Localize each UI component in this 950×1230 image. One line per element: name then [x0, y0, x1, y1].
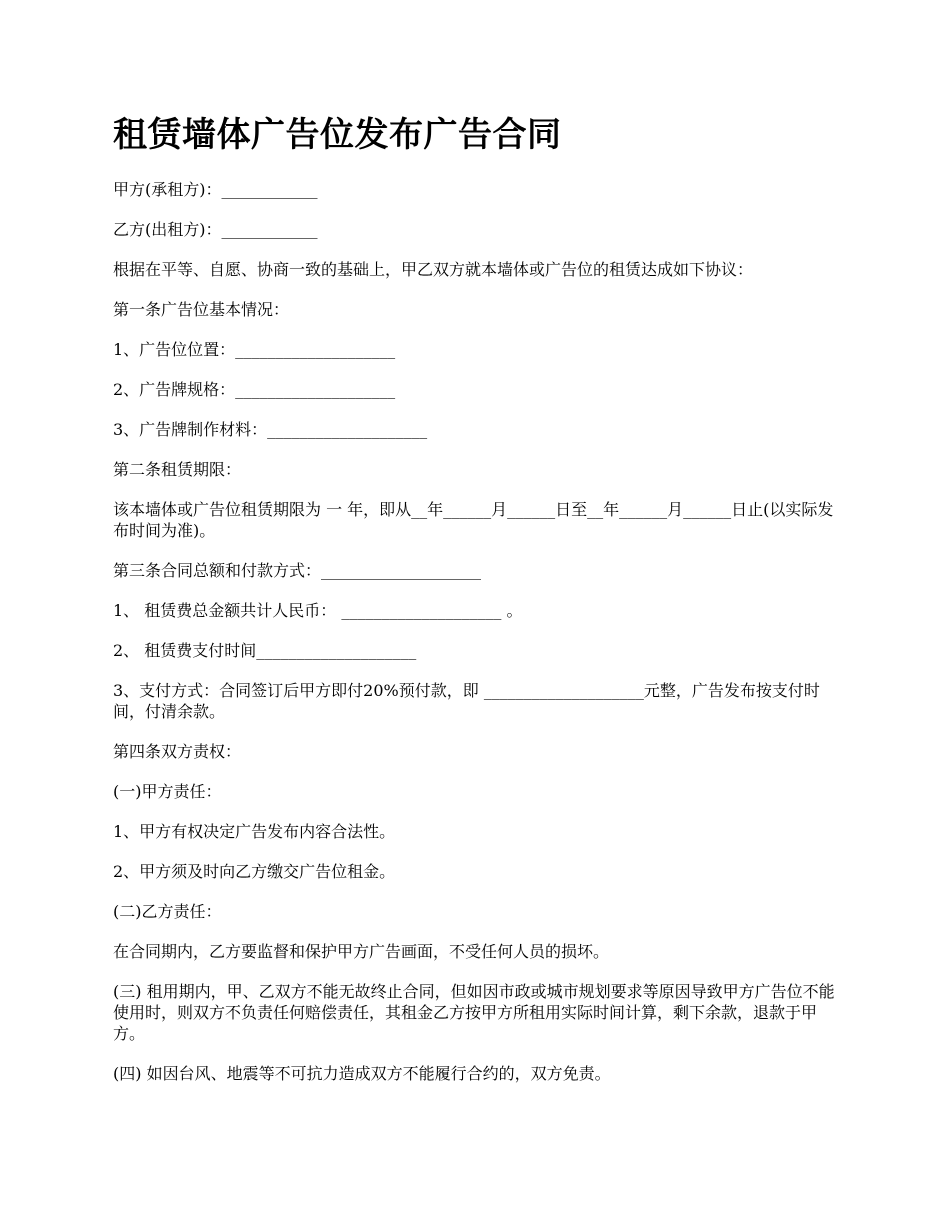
article-1-item-1: 1、广告位位置：____________________ [113, 340, 396, 359]
party-b-line: 乙方(出租方)：____________ [113, 220, 318, 239]
clause-3-paragraph: (三) 租用期内，甲、乙双方不能无故终止合同，但如因市政或城市规划要求等原因导致甲方广告位不能使用时，则双方不负责任何赔偿责任，其租金乙方按甲方所租用实际时间计算，剩下余款，退款于甲方。 [113, 982, 835, 1043]
party-a-duty-2: 2、甲方须及时向乙方缴交广告位租金。 [113, 862, 396, 881]
article-3-item-2: 2、 租赁费支付时间____________________ [113, 641, 417, 660]
party-a-duty-1: 1、甲方有权决定广告发布内容合法性。 [113, 822, 396, 841]
party-a-duties-heading: (一)甲方责任： [113, 782, 222, 801]
article-1-heading: 第一条广告位基本情况： [113, 300, 290, 319]
preamble-paragraph: 根据在平等、自愿、协商一致的基础上，甲乙双方就本墙体或广告位的租赁达成如下协议： [113, 260, 754, 279]
clause-4-paragraph: (四) 如因台风、地震等不可抗力造成双方不能履行合约的，双方免责。 [113, 1064, 611, 1083]
article-3-heading: 第三条合同总额和付款方式：____________________ [113, 561, 482, 580]
article-1-item-3: 3、广告牌制作材料：____________________ [113, 420, 428, 439]
article-1-item-2: 2、广告牌规格：____________________ [113, 380, 396, 399]
article-3-item-1: 1、 租赁费总金额共计人民币： ____________________ 。 [113, 601, 523, 620]
article-2-body: 该本墙体或广告位租赁期限为 一 年，即从__年______月______日至__年______月______日止(以实际发布时间为准)。 [113, 500, 834, 540]
document-page [113, 110, 843, 1103]
party-b-duty-1: 在合同期内，乙方要监督和保护甲方广告画面，不受任何人员的损坏。 [113, 942, 610, 961]
party-a-line: 甲方(承租方)：____________ [113, 180, 318, 199]
article-2-heading: 第二条租赁期限： [113, 460, 242, 479]
party-b-duties-heading: (二)乙方责任： [113, 902, 222, 921]
article-4-heading: 第四条双方责权： [113, 742, 242, 761]
article-3-item-3: 3、支付方式：合同签订后甲方即付20%预付款，即 ____________________元整，广告发布按支付时间，付清余款。 [113, 681, 820, 721]
document-title: 租赁墙体广告位发布广告合同 [113, 115, 562, 155]
